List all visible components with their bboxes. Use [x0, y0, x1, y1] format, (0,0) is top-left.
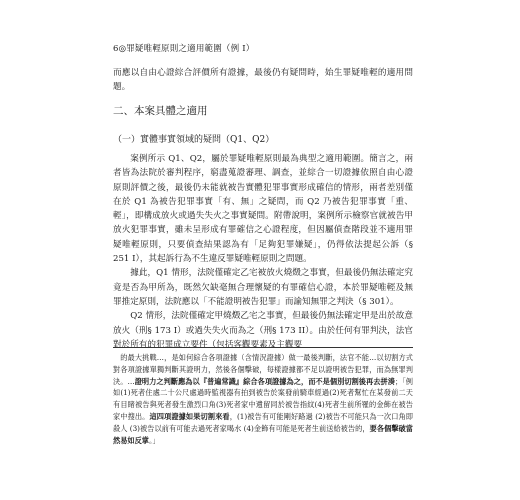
subsection-title: （一）實體事實領域的疑問（Q1、Q2）: [113, 135, 275, 145]
footnote-text: [113, 352, 413, 446]
intro-paragraph: [113, 66, 413, 95]
footnote-divider: [113, 347, 413, 348]
footnote-end: 。」: [148, 435, 160, 445]
main-body: [113, 152, 413, 352]
footnote-emphasis-3: 要各個擊破當然易如反掌: [113, 423, 413, 445]
footnote-part-3: ，(1)被告有可能剛好路過 (2)被告不可能只為一次口角即殺人 (3)被告以前有可能去過死者家喝水 (4)金飾有可能是死者生前送給被告的，: [113, 411, 413, 433]
intro-text: 而應以自由心證綜合評價所有證據，最後仍有疑問時，始生罪疑唯輕的適用問題。: [113, 68, 413, 93]
footnote-part-1: 的最大挑戰…，是如何綜合各項證據（含情況證據）做一最後判斷，法官不能…以切割方式對各項證據單獨判斷其證明力，然後各個擊破，每樣證據都不足以證明被告犯罪，而為無罪判決。…: [113, 353, 413, 386]
footnote-emphasis-1: 證明力之判斷應為以『普遍常識』綜合各項證據為之，而不是個別切割後再去拼湊: [134, 376, 395, 386]
paragraph-2: 據此，Q1 情形，法院僅確定乙宅被放火燒燬之事實，但最後仍無法確定究竟是否為甲所為，既然欠缺毫無合理懷疑的有罪確信心證，本於罪疑唯輕及無罪推定原則，法院應以「不能證明被告犯罪」而諭知無罪之判決（§ 301）。: [113, 268, 413, 307]
footnote-emphasis-2: 這四項證據如果切割來看: [149, 411, 230, 421]
section-title: 二、本案具體之適用: [113, 105, 208, 117]
footnote: [113, 352, 413, 446]
running-header: 6◎罪疑唯輕原則之適用範圍（例 I）: [113, 44, 255, 54]
footnote-part-2: ；「例如(1)死者住處二十公尺處過時監視器有拍到被告於案發前騎車經過(2)死者幫忙在某發前二天有目睹被告與死者發生激烈口角(3)死者家中遺留同於被告指紋(4)死者生前所罹的金飾在被告家中搜出。: [113, 376, 413, 421]
paragraph-3: Q2 情形，法院僅確定甲燒燬乙宅之事實，但最後仍無法確定甲是出於故意放火（刑§ 173 I）或過失失火而為之（刑§ 173 II）。由於任何有罪判決，法官對於所有的犯罪成立要件（包括客觀要素及主觀要: [113, 311, 413, 350]
paragraph-1: 案例所示 Q1、Q2，屬於罪疑唯輕原則最為典型之適用範圍。簡言之，兩者皆為法院於審判程序，窮盡蒐證審理、調查，並綜合一切證據依照自由心證原則評價之後，最後仍未能就被告實體犯罪事實形成確信的情形，兩者差別僅在於 Q1 為被告犯罪事實「有、無」之疑問，而 Q2 乃被告犯罪事實「重、輕」，即構成放火或過失失火之事實疑問。附帶說明，案例所示檢察官就被告甲放火犯罪事實，雖未呈形成有罪確信之心證程度，但因屬偵查階段並不適用罪疑唯輕原則，只要偵查結果認為有「足夠犯罪嫌疑」，仍得依法提起公訴（§ 251 I），其起訴行為不生違反罪疑唯輕原則之問題。: [113, 154, 413, 265]
